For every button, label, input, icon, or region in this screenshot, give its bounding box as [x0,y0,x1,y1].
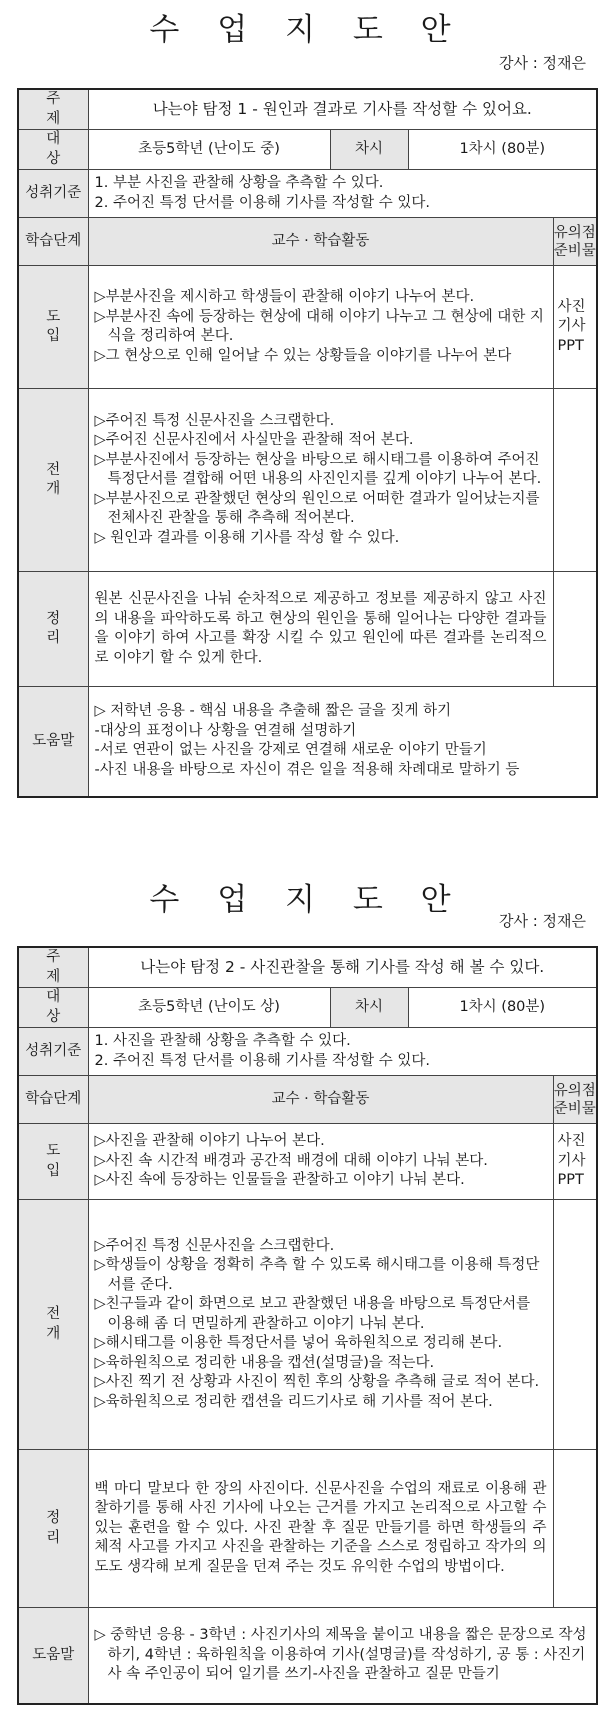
stage-header: 학습단계 [18,218,88,266]
session-value: 1차시 (80분) [408,988,597,1028]
develop-label: 전 개 [18,389,88,572]
activity-item: ▷육하원칙으로 정리한 내용을 캡션(설명글)을 적는다. [94,1354,435,1371]
activity-item: ▷주어진 특정 신문사진을 스크랩한다. [94,1237,335,1254]
tips-list [88,687,597,797]
goal-item: 2. 주어진 특정 단서를 이용해 기사를 작성할 수 있다. [94,194,430,211]
lesson-plan-table [17,946,598,1705]
session-label: 차시 [330,130,408,170]
material-item: PPT [557,1172,584,1189]
materials-header [553,218,597,266]
develop-activities [88,1200,553,1450]
materials-header-line: 준비물 [553,242,596,259]
materials-header [553,1076,597,1124]
tips-label: 도움말 [18,1608,88,1704]
goal-list [88,170,597,218]
target-value: 초등5학년 (난이도 상) [88,988,330,1028]
goal-list [88,1028,597,1076]
activity-header: 교수 · 학습활동 [88,218,553,266]
materials-empty [553,1450,597,1608]
activity-item: ▷해시태그를 이용한 특정단서를 넣어 육하원칙으로 정리해 본다. [94,1335,503,1352]
materials-empty [553,572,597,687]
material-item: PPT [557,337,584,354]
summary-text: 원본 신문사진을 나눠 순차적으로 제공하고 정보를 제공하지 않고 사진의 내용을 파악하도록 하고 현상의 원인을 통해 일어나는 다양한 결과들을 이야기 하여 사고를 확장 시킬 수 있고 원인에 따른 결과를 논리적으로 이야기 할 수 있게 한다. [88,572,553,687]
activity-item: ▷ 원인과 결과를 이용해 기사를 작성 할 수 있다. [94,529,400,546]
target-label: 대 상 [18,130,88,170]
session-value: 1차시 (80분) [408,130,597,170]
tip-item: -서로 연관이 없는 사진을 강제로 연결해 새로운 이야기 만들기 [94,742,487,759]
materials-list [553,1124,597,1200]
activity-item: ▷사진을 관찰해 이야기 나누어 본다. [94,1133,325,1150]
goal-item: 1. 부분 사진을 관찰해 상황을 추측할 수 있다. [94,175,384,191]
tip-item: ▷ 중학년 응용 - 3학년 : 사진기사의 제목을 붙이고 내용을 짧은 문장으로 작성하기, 4학년 : 육하원칙을 이용하여 기사(설명글)를 작성하기, 공 통 : 사진기사 속 주인공이 되어 일기를 쓰기-사진을 관찰하고 질문 만들기 [94,1627,587,1682]
activity-item: ▷부분사진 속에 등장하는 현상에 대해 이야기 나누고 그 현상에 대한 지식을 정리하여 본다. [94,308,544,344]
document-title: 수 업 지 도 안 [149,882,465,918]
goal-label: 성취기준 [18,170,88,218]
develop-label: 전 개 [18,1200,88,1450]
materials-header-line: 유의점 [553,1082,596,1099]
summary-label: 정 리 [18,1450,88,1608]
activity-item: ▷부분사진에서 등장하는 현상을 바탕으로 해시태그를 이용하여 주어진 특정단서를 결합해 어떤 내용의 사진인지를 깊게 이야기 나누어 본다. [94,451,542,488]
activity-item: ▷학생들이 상황을 정확히 추측 할 수 있도록 해시태그를 이용해 특정단서를 준다. [94,1257,540,1293]
instructor-name: 강사 : 정재은 [498,912,586,930]
activity-item: ▷사진 속에 등장하는 인물들을 관찰하고 이야기 나눠 본다. [94,1172,465,1189]
tip-item: -사진 내용을 바탕으로 자신이 겪은 일을 적용해 차례대로 말하기 등 [94,761,520,778]
activity-item: ▷그 현상으로 인해 일어날 수 있는 상황들을 이야기를 나누어 본다 [94,347,512,364]
intro-label: 도 입 [18,266,88,389]
summary-label: 정 리 [18,572,88,687]
materials-header-line: 준비물 [553,1100,596,1117]
material-item: 사진 [557,298,586,315]
topic-label: 주 제 [18,947,88,988]
intro-activities [88,266,553,389]
develop-activities [88,389,553,572]
topic-label: 주 제 [18,89,88,130]
materials-header-line: 유의점 [553,224,596,241]
stage-header: 학습단계 [18,1076,88,1124]
intro-label: 도 입 [18,1124,88,1200]
materials-empty [553,389,597,572]
topic-value: 나는야 탐정 2 - 사진관찰을 통해 기사를 작성 해 볼 수 있다. [88,947,597,988]
topic-value: 나는야 탐정 1 - 원인과 결과로 기사를 작성할 수 있어요. [88,89,597,130]
materials-list [553,266,597,389]
activity-item: ▷주어진 신문사진에서 사실만을 관찰해 적어 본다. [94,432,414,449]
instructor-name: 강사 : 정재은 [498,54,586,72]
target-value: 초등5학년 (난이도 중) [88,130,330,170]
material-item: 기사 [557,1152,586,1169]
tips-label: 도움말 [18,687,88,797]
target-label: 대 상 [18,988,88,1028]
activity-item: ▷사진 속 시간적 배경과 공간적 배경에 대해 이야기 나눠 본다. [94,1152,488,1169]
goal-item: 1. 사진을 관찰해 상황을 추측할 수 있다. [94,1033,351,1049]
lesson-plan-2 [0,870,600,1682]
activity-item: ▷육하원칙으로 정리한 캡션을 리드기사로 해 기사를 적어 본다. [94,1393,493,1410]
material-item: 기사 [557,318,586,335]
activity-item: ▷주어진 특정 신문사진을 스크랩한다. [94,412,335,429]
materials-empty [553,1200,597,1450]
activity-header: 교수 · 학습활동 [88,1076,553,1124]
activity-item: ▷부분사진으로 관찰했던 현상의 원인으로 어떠한 결과가 일어났는지를 전체사진 관찰을 통해 추측해 적어본다. [94,490,540,527]
document-title: 수 업 지 도 안 [149,12,465,48]
tip-item: ▷ 저학년 응용 - 핵심 내용을 추출해 짧은 글을 짓게 하기 [94,703,452,720]
session-label: 차시 [330,988,408,1028]
lesson-plan-table [17,88,598,798]
goal-label: 성취기준 [18,1028,88,1076]
activity-item: ▷친구들과 같이 화면으로 보고 관찰했던 내용을 바탕으로 특정단서를 이용해 좀 더 면밀하게 관찰하고 이야기 나눠 본다. [94,1296,531,1332]
activity-item: ▷사진 찍기 전 상황과 사진이 찍힌 후의 상황을 추측해 글로 적어 본다. [94,1374,540,1391]
summary-text: 백 마디 말보다 한 장의 사진이다. 신문사진을 수업의 재료로 이용해 관찰하기를 통해 사진 기사에 나오는 근거를 가지고 논리적으로 사고할 수 있는 훈련을 할 수 있다. 사진 관찰 후 질문 만들기를 하면 학생들의 주체적 사고를 가지고 사진을 관찰하는 기준을 스스로 정립하고 작가의 의도도 생각해 보게 질문을 던져 주는 것도 유익한 수업의 방법이다. [88,1450,553,1608]
tips-list [88,1608,597,1704]
tip-item: -대상의 표정이나 상황을 연결해 설명하기 [94,722,357,739]
lesson-plan-1 [0,0,600,778]
goal-item: 2. 주어진 특정 단서를 이용해 기사를 작성할 수 있다. [94,1052,430,1069]
intro-activities [88,1124,553,1200]
activity-item: ▷부분사진을 제시하고 학생들이 관찰해 이야기 나누어 본다. [94,289,475,305]
material-item: 사진 [557,1133,586,1150]
